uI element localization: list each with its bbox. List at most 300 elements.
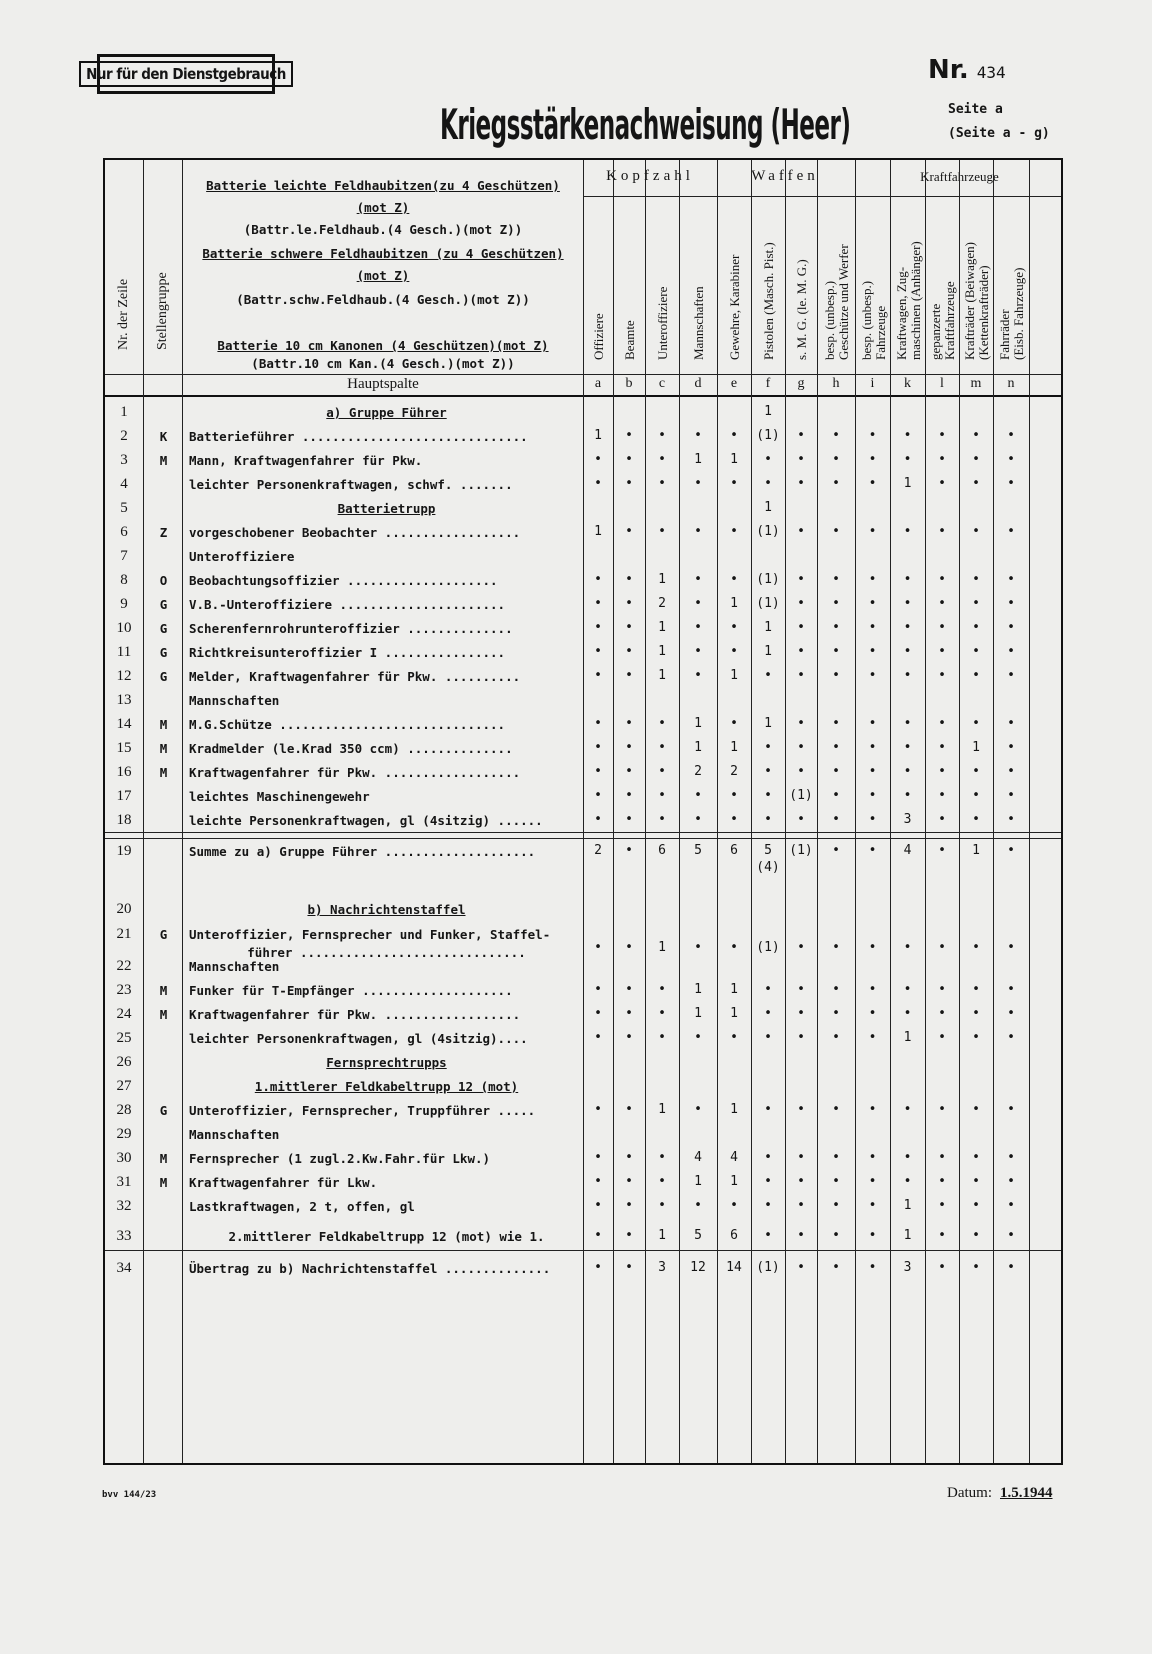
row-number: 32 — [116, 1198, 132, 1214]
cell-d: 12 — [690, 1260, 706, 1275]
cell-f: • — [764, 668, 772, 683]
cell-m: • — [972, 1102, 980, 1117]
cell-d: • — [694, 1030, 702, 1045]
cell-d: 1 — [694, 740, 702, 755]
row-number: 12 — [116, 668, 132, 684]
cell-i: • — [868, 1198, 877, 1213]
cell-i: • — [868, 1030, 877, 1045]
cell-g: • — [797, 1150, 805, 1165]
column-letter-l: l — [940, 376, 944, 391]
column-label-a: Offiziere — [591, 313, 606, 360]
stamp-text: Nur für den Dienstgebrauch — [79, 61, 293, 87]
cell-c: 1 — [658, 940, 666, 955]
cell-b: • — [625, 982, 633, 997]
cell-k: 3 — [903, 812, 912, 827]
unit-designation-line: (Battr.10 cm Kan.(4 Gesch.)(mot Z)) — [251, 356, 515, 371]
column-divider — [890, 160, 891, 1463]
cell-h: • — [832, 1030, 840, 1045]
cell-a: • — [594, 982, 602, 997]
column-letter-e: e — [730, 376, 738, 391]
cell-e: • — [730, 476, 738, 491]
row-description: Mannschaften — [189, 959, 280, 974]
cell-k: • — [903, 524, 912, 539]
cell-c: • — [658, 788, 666, 803]
row-description: Kradmelder (le.Krad 350 ccm) .............. — [189, 741, 513, 756]
cell-g: • — [797, 812, 805, 827]
cell-i: • — [868, 452, 877, 467]
cell-l: • — [938, 476, 946, 491]
cell-a: • — [594, 1174, 602, 1189]
stellengruppe-code: G — [159, 1103, 168, 1118]
cell-b: • — [625, 1030, 633, 1045]
cell-l: • — [938, 620, 946, 635]
cell-h: • — [832, 812, 840, 827]
date-field — [947, 1485, 1053, 1502]
cell-h: • — [832, 596, 840, 611]
cell-m: • — [972, 1150, 980, 1165]
cell-c: • — [658, 1198, 666, 1213]
cell-a: • — [594, 788, 602, 803]
cell-m: • — [972, 644, 980, 659]
cell-l: • — [938, 764, 946, 779]
cell-l: • — [938, 1150, 946, 1165]
cell-f: (1) — [756, 428, 780, 443]
row-description: Unteroffizier, Fernsprecher, Truppführer ..... — [189, 1103, 536, 1118]
cell-n: • — [1007, 764, 1015, 779]
cell-c: • — [658, 476, 666, 491]
cell-f: 1 — [764, 644, 772, 659]
stellengruppe-code: Z — [159, 525, 168, 540]
column-letter-h: h — [832, 376, 840, 391]
row-number: 16 — [116, 764, 132, 780]
nr-label: Nr. — [928, 55, 969, 85]
cell-l: • — [938, 1260, 946, 1275]
cell-a: • — [594, 1150, 602, 1165]
cell-n: • — [1007, 644, 1015, 659]
stellengruppe-code: M — [159, 765, 168, 780]
row-description: vorgeschobener Beobachter .................. — [189, 525, 521, 540]
row-description-cont: führer .............................. — [247, 945, 526, 960]
cell-b: • — [625, 644, 633, 659]
cell-a: • — [594, 716, 602, 731]
cell-h: • — [832, 740, 840, 755]
cell-a: 1 — [594, 524, 602, 539]
cell-l: • — [938, 596, 946, 611]
cell-b: • — [625, 740, 633, 755]
cell-b: • — [625, 1150, 633, 1165]
cell-d: • — [694, 940, 702, 955]
cell-n: • — [1007, 452, 1015, 467]
row-description: Kraftwagenfahrer für Pkw. .................. — [189, 765, 521, 780]
cell-k: • — [903, 668, 912, 683]
cell-n: • — [1007, 1228, 1015, 1243]
cell-n: • — [1007, 812, 1015, 827]
unit-designation-line: (mot Z) — [356, 268, 410, 283]
column-label-k: Kraftwagen, Zug- — [893, 266, 909, 360]
cell-c: 1 — [658, 644, 666, 659]
cell-e: • — [730, 1198, 738, 1213]
row-description: 1.mittlerer Feldkabeltrupp 12 (mot) — [254, 1079, 519, 1094]
column-letter-g: g — [797, 376, 805, 391]
row-number: 11 — [116, 644, 132, 660]
cell-i: • — [868, 524, 877, 539]
cell-a: 2 — [594, 843, 602, 858]
column-letter-n: n — [1007, 376, 1015, 391]
cell-f: • — [764, 740, 772, 755]
cell-b: • — [625, 1198, 633, 1213]
row-number: 29 — [116, 1126, 132, 1142]
cell-d: • — [694, 524, 702, 539]
cell-g: • — [797, 524, 805, 539]
row-number: 13 — [116, 692, 132, 708]
cell-f: 1 — [764, 620, 772, 635]
cell-n: • — [1007, 620, 1015, 635]
cell-e: • — [730, 788, 738, 803]
cell-h: • — [832, 1260, 840, 1275]
cell-a: 1 — [594, 428, 602, 443]
cell-b: • — [625, 1006, 633, 1021]
cell-k: • — [903, 452, 912, 467]
cell-b: • — [625, 1260, 633, 1275]
cell-k: 1 — [903, 1228, 912, 1243]
cell-m: • — [972, 452, 980, 467]
cell-c: • — [658, 716, 666, 731]
cell-k: • — [903, 1006, 912, 1021]
cell-n: • — [1007, 788, 1015, 803]
cell-l: • — [938, 740, 946, 755]
row-description: leichte Personenkraftwagen, gl (4sitzig) ...... — [189, 813, 543, 828]
cell-h: • — [832, 940, 840, 955]
row-number: 33 — [116, 1228, 132, 1244]
cell-e: 6 — [730, 843, 738, 858]
cell-l: • — [938, 1006, 946, 1021]
column-divider — [613, 160, 614, 1463]
cell-m: • — [972, 428, 980, 443]
cell-i: • — [868, 740, 877, 755]
nr-der-zeile-header: Nr. der Zeile — [116, 278, 131, 350]
cell-n: • — [1007, 1102, 1015, 1117]
cell-h: • — [832, 788, 840, 803]
row-number: 18 — [116, 812, 132, 828]
cell-h: • — [832, 644, 840, 659]
cell-i: • — [868, 668, 877, 683]
stellengruppe-code: O — [159, 573, 168, 588]
cell-a: • — [594, 668, 602, 683]
cell-c: • — [658, 1174, 666, 1189]
cell-e: • — [730, 524, 738, 539]
cell-g: • — [797, 620, 805, 635]
cell-n: • — [1007, 716, 1015, 731]
cell-m: 1 — [972, 843, 980, 858]
cell-b: • — [625, 843, 633, 858]
stellengruppe-code: K — [159, 429, 168, 444]
cell-m: • — [972, 812, 980, 827]
cell-c: • — [658, 1150, 666, 1165]
row-description: Fernsprecher (1 zugl.2.Kw.Fahr.für Lkw.) — [189, 1151, 491, 1166]
cell-m: • — [972, 1198, 980, 1213]
cell-c: • — [658, 764, 666, 779]
column-divider — [1029, 160, 1030, 1463]
cell-e: • — [730, 428, 738, 443]
hauptspalte-label: Hauptspalte — [347, 376, 419, 392]
cell-g: • — [797, 1030, 805, 1045]
row-description: Kraftwagenfahrer für Lkw. — [189, 1175, 378, 1190]
row-description: Übertrag zu b) Nachrichtenstaffel .............. — [189, 1261, 551, 1276]
stellengruppe-code: M — [159, 717, 168, 732]
cell-k: • — [903, 940, 912, 955]
cell-f: • — [764, 812, 772, 827]
cell-n: • — [1007, 843, 1015, 858]
column-letter-m: m — [970, 376, 982, 391]
cell-b: • — [625, 596, 633, 611]
cell-i: • — [868, 788, 877, 803]
cell-g: • — [797, 644, 805, 659]
row-number: 2 — [120, 428, 128, 444]
cell-a: • — [594, 1198, 602, 1213]
cell-g: • — [797, 1228, 805, 1243]
cell-g: • — [797, 940, 805, 955]
stellengruppe-code: M — [159, 1151, 168, 1166]
cell-e: 14 — [726, 1260, 742, 1275]
cell-d: 1 — [694, 452, 702, 467]
cell-e: 1 — [730, 982, 738, 997]
cell-l: • — [938, 843, 946, 858]
cell-c: • — [658, 452, 666, 467]
cell-f: • — [764, 1006, 772, 1021]
column-divider — [925, 160, 926, 1463]
official-use-stamp — [86, 54, 286, 94]
row-description: Unteroffizier, Fernsprecher und Funker, Staffel- — [189, 927, 551, 942]
cell-b: • — [625, 764, 633, 779]
cell-m: • — [972, 1030, 980, 1045]
cell-d: 1 — [694, 716, 702, 731]
cell-d: 1 — [694, 1174, 702, 1189]
cell-b: • — [625, 572, 633, 587]
unit-designation-line: (mot Z) — [356, 200, 410, 215]
cell-h: • — [832, 1102, 840, 1117]
cell-b: • — [625, 668, 633, 683]
cell-a: • — [594, 1260, 602, 1275]
row-number: 28 — [116, 1102, 132, 1118]
cell-i: • — [868, 1150, 877, 1165]
row-number: 26 — [116, 1054, 132, 1070]
row-description: 2.mittlerer Feldkabeltrupp 12 (mot) wie 1. — [228, 1229, 545, 1244]
cell-m: • — [972, 1228, 980, 1243]
cell-l: • — [938, 1174, 946, 1189]
cell-a: • — [594, 740, 602, 755]
cell-l: • — [938, 1102, 946, 1117]
row-description: leichter Personenkraftwagen, schwf. ....... — [189, 477, 513, 492]
document-number — [928, 55, 1006, 85]
row-description: leichtes Maschinengewehr — [189, 789, 370, 804]
column-letter-f: f — [765, 376, 771, 391]
cell-n: • — [1007, 596, 1015, 611]
cell-g: • — [797, 1198, 805, 1213]
row-number: 34 — [116, 1260, 132, 1276]
cell-a: • — [594, 1102, 602, 1117]
cell-h: • — [832, 716, 840, 731]
cell-d: • — [694, 428, 702, 443]
cell-e: • — [730, 644, 738, 659]
cell-i: • — [868, 596, 877, 611]
stellengruppe-code: M — [159, 1175, 168, 1190]
cell-i: • — [868, 1260, 877, 1275]
cell-i: • — [868, 716, 877, 731]
cell-b: • — [625, 428, 633, 443]
cell-f: (1) — [756, 940, 780, 955]
unit-designation-line: Batterie schwere Feldhaubitzen (zu 4 Geschützen) — [202, 246, 564, 261]
cell-f: • — [764, 982, 772, 997]
strength-table — [103, 158, 1063, 1465]
cell-m: • — [972, 1174, 980, 1189]
cell-e: • — [730, 940, 738, 955]
cell-f: • — [764, 1030, 772, 1045]
cell-n: • — [1007, 476, 1015, 491]
cell-k: 1 — [903, 1198, 912, 1213]
cell-i: • — [868, 572, 877, 587]
cell-e: 4 — [730, 1150, 738, 1165]
row-number: 27 — [116, 1078, 132, 1094]
cell-h: • — [832, 620, 840, 635]
cell-l: • — [938, 572, 946, 587]
row-number: 24 — [116, 1006, 132, 1022]
cell-d: • — [694, 788, 702, 803]
cell-c: 1 — [658, 668, 666, 683]
cell-l: • — [938, 788, 946, 803]
row-description: b) Nachrichtenstaffel — [307, 902, 466, 917]
row-number: 19 — [116, 843, 132, 859]
cell-b: • — [625, 1228, 633, 1243]
cell-h: • — [832, 668, 840, 683]
column-divider — [855, 160, 856, 1463]
column-label-n: (Eisb. Fahrzeuge) — [1011, 267, 1026, 360]
cell-g: • — [797, 572, 805, 587]
page-indicator — [948, 98, 1050, 146]
cell-k: 1 — [903, 1030, 912, 1045]
cell-k: • — [903, 740, 912, 755]
cell-n: • — [1007, 1198, 1015, 1213]
cell-n: • — [1007, 572, 1015, 587]
cell-d: • — [694, 620, 702, 635]
cell-c: 1 — [658, 1102, 666, 1117]
cell-l: • — [938, 716, 946, 731]
row-description: Beobachtungsoffizier .................... — [189, 573, 498, 588]
cell-b: • — [625, 812, 633, 827]
cell-h: • — [832, 1006, 840, 1021]
cell-e: 6 — [730, 1228, 738, 1243]
cell-h: • — [832, 843, 840, 858]
cell-k: • — [903, 644, 912, 659]
cell-h: • — [832, 982, 840, 997]
row-number: 30 — [116, 1150, 132, 1166]
cell-k: 3 — [903, 1260, 912, 1275]
cell-e: 1 — [730, 596, 738, 611]
seite-range: (Seite a - g) — [948, 126, 1050, 141]
cell-h: • — [832, 452, 840, 467]
row-description: Fernsprechtrupps — [326, 1055, 447, 1070]
cell-c: • — [658, 982, 666, 997]
column-label-l: gepanzerte — [928, 303, 943, 360]
cell-a: • — [594, 1006, 602, 1021]
cell-e: 1 — [730, 668, 738, 683]
cell-e: • — [730, 620, 738, 635]
cell-a: • — [594, 620, 602, 635]
cell-a: • — [594, 644, 602, 659]
cell-i: • — [868, 843, 877, 858]
cell-k: • — [903, 982, 912, 997]
cell-d: 1 — [694, 982, 702, 997]
row-number: 4 — [120, 476, 128, 492]
cell-n: • — [1007, 1174, 1015, 1189]
cell-g: • — [797, 1102, 805, 1117]
column-divider — [143, 160, 144, 1463]
cell-d: • — [694, 644, 702, 659]
cell-g: (1) — [789, 843, 813, 858]
cell-i: • — [868, 812, 877, 827]
row-description: Mann, Kraftwagenfahrer für Pkw. — [189, 453, 423, 468]
cell-d: 5 — [694, 843, 702, 858]
cell-b: • — [625, 788, 633, 803]
row-description: Summe zu a) Gruppe Führer .................... — [189, 844, 536, 859]
row-description: M.G.Schütze .............................. — [189, 717, 506, 732]
column-divider — [679, 160, 680, 1463]
cell-a: • — [594, 1030, 602, 1045]
column-label-e: Gewehre, Karabiner — [727, 254, 742, 360]
column-label-g: s. M. G. (le. M. G.) — [794, 259, 809, 360]
cell-f: • — [764, 1150, 772, 1165]
cell-e: 1 — [730, 1006, 738, 1021]
cell-l: • — [938, 644, 946, 659]
row-description: Unteroffiziere — [189, 549, 295, 564]
column-divider — [993, 160, 994, 1463]
cell-g: • — [797, 764, 805, 779]
cell-c: 1 — [658, 572, 666, 587]
row-number: 22 — [116, 958, 132, 974]
cell-f: • — [764, 1174, 772, 1189]
row-number: 25 — [116, 1030, 132, 1046]
column-divider — [645, 160, 646, 1463]
cell-l: • — [938, 940, 946, 955]
cell-i: • — [868, 1174, 877, 1189]
cell-l: • — [938, 1228, 946, 1243]
cell-n: • — [1007, 524, 1015, 539]
column-label-i: besp. (unbesp.) — [858, 280, 874, 360]
kraftfahrzeuge-header: Kraftfahrzeuge — [920, 169, 999, 184]
cell-m: • — [972, 596, 980, 611]
cell-f: (1) — [756, 1260, 780, 1275]
cell-e: • — [730, 716, 738, 731]
cell-i: • — [868, 644, 877, 659]
unit-designation-line: Batterie leichte Feldhaubitzen(zu 4 Geschützen) — [206, 178, 560, 193]
cell-m: • — [972, 476, 980, 491]
cell-b: • — [625, 524, 633, 539]
cell-h: • — [832, 428, 840, 443]
nr-value: 434 — [976, 63, 1006, 82]
cell-n: • — [1007, 428, 1015, 443]
cell-g: • — [797, 668, 805, 683]
column-divider — [817, 160, 818, 1463]
cell-d: • — [694, 596, 702, 611]
date-value: 1.5.1944 — [1000, 1485, 1053, 1501]
column-label-f: Pistolen (Masch. Pist.) — [761, 242, 776, 360]
cell-l: • — [938, 1198, 946, 1213]
cell-f: • — [764, 788, 772, 803]
cell-h: • — [832, 1174, 840, 1189]
row-description: a) Gruppe Führer — [326, 405, 447, 420]
waffen-header: Waffen — [751, 168, 819, 184]
column-label-m: (Kettenkrafträder) — [976, 265, 991, 360]
row-number: 5 — [120, 500, 128, 516]
